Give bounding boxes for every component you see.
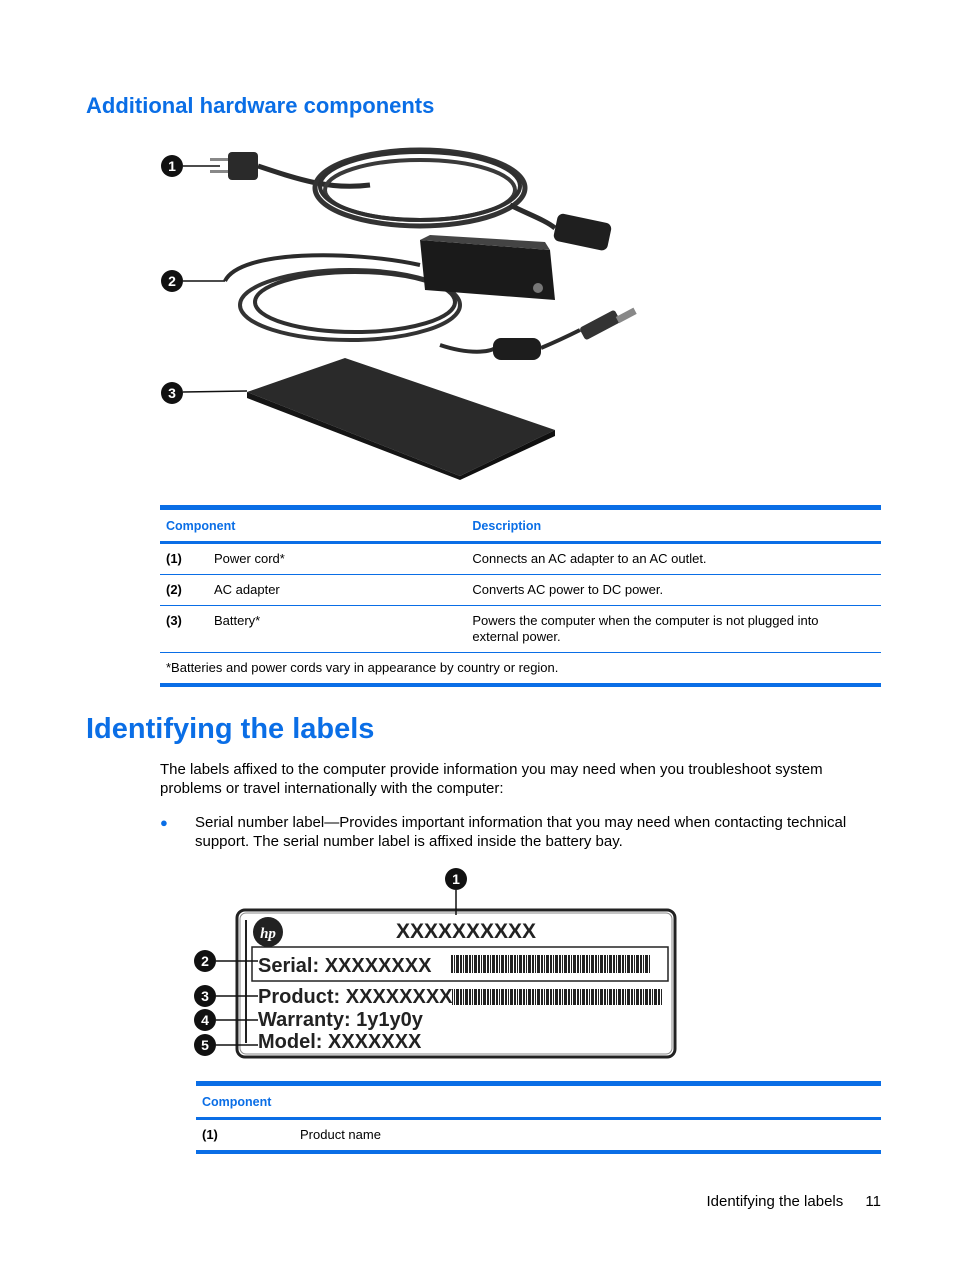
svg-text:1: 1: [452, 871, 460, 887]
svg-text:2: 2: [168, 273, 176, 289]
label-product-name: XXXXXXXXXX: [396, 920, 537, 943]
callout-3: [161, 382, 247, 404]
table-header-row: [160, 508, 881, 543]
power-cord-image: [210, 150, 612, 252]
table-row: [196, 1119, 881, 1153]
hardware-figure: [150, 140, 650, 485]
row-number: (3): [166, 613, 182, 628]
row-description: Converts AC power to DC power.: [472, 582, 664, 597]
main-heading: Identifying the labels: [86, 713, 375, 745]
row-number: (2): [166, 582, 182, 597]
row-component: Power cord*: [214, 551, 285, 566]
header-description: Description: [472, 519, 542, 533]
svg-text:3: 3: [168, 385, 176, 401]
page-footer: [706, 1193, 881, 1210]
label-serial: Serial: XXXXXXXX: [258, 955, 432, 977]
table-row: [160, 575, 881, 606]
svg-text:hp: hp: [260, 926, 276, 942]
row-number: (1): [202, 1127, 218, 1142]
table-footnote-row: [160, 653, 881, 686]
serial-barcode: [450, 955, 650, 973]
section-heading: Additional hardware components: [86, 93, 435, 118]
header-component: Component: [166, 519, 236, 533]
page-number: 11: [865, 1193, 881, 1210]
row-component: AC adapter: [214, 582, 280, 597]
hardware-components-table: [160, 505, 881, 687]
table-row: [160, 543, 881, 575]
bullet-item: [160, 813, 885, 851]
header-component: Component: [202, 1095, 272, 1109]
svg-text:3: 3: [201, 988, 209, 1004]
label-callout-1: [445, 868, 467, 915]
bullet-icon: ●: [160, 815, 168, 830]
label-components-table: [196, 1081, 881, 1154]
svg-text:4: 4: [201, 1012, 209, 1028]
ac-adapter-image: [225, 235, 637, 360]
row-description: Powers the computer when the computer is not plugged into external power.: [472, 613, 819, 644]
product-barcode: [452, 989, 662, 1005]
row-component: Battery*: [214, 613, 261, 628]
svg-text:5: 5: [201, 1037, 209, 1053]
callout-2: [161, 270, 225, 292]
table-row: [160, 606, 881, 653]
table-footnote: *Batteries and power cords vary in appearance by country or region.: [166, 660, 559, 675]
row-number: (1): [166, 551, 182, 566]
label-model: Model: XXXXXXX: [258, 1031, 422, 1053]
table-header-row: [196, 1084, 881, 1119]
label-warranty: Warranty: 1y1y0y: [258, 1009, 423, 1031]
serial-label-figure: [190, 865, 685, 1065]
row-component: Product name: [300, 1127, 381, 1142]
svg-text:1: 1: [168, 158, 176, 174]
footer-section-title: Identifying the labels: [706, 1193, 844, 1210]
row-description: Connects an AC adapter to an AC outlet.: [472, 551, 707, 566]
battery-image: [247, 358, 555, 480]
svg-text:2: 2: [201, 953, 209, 969]
bullet-text: Serial number label—Provides important information that you may need when contacting technical support. The serial number label is affixed inside the battery bay.: [195, 814, 847, 850]
label-product-line: Product: XXXXXXXX: [258, 986, 453, 1008]
intro-paragraph: The labels affixed to the computer provide information you may need when you troubleshoot system problems or travel internationally with the computer:: [160, 761, 823, 797]
hp-logo-icon: [253, 917, 283, 947]
